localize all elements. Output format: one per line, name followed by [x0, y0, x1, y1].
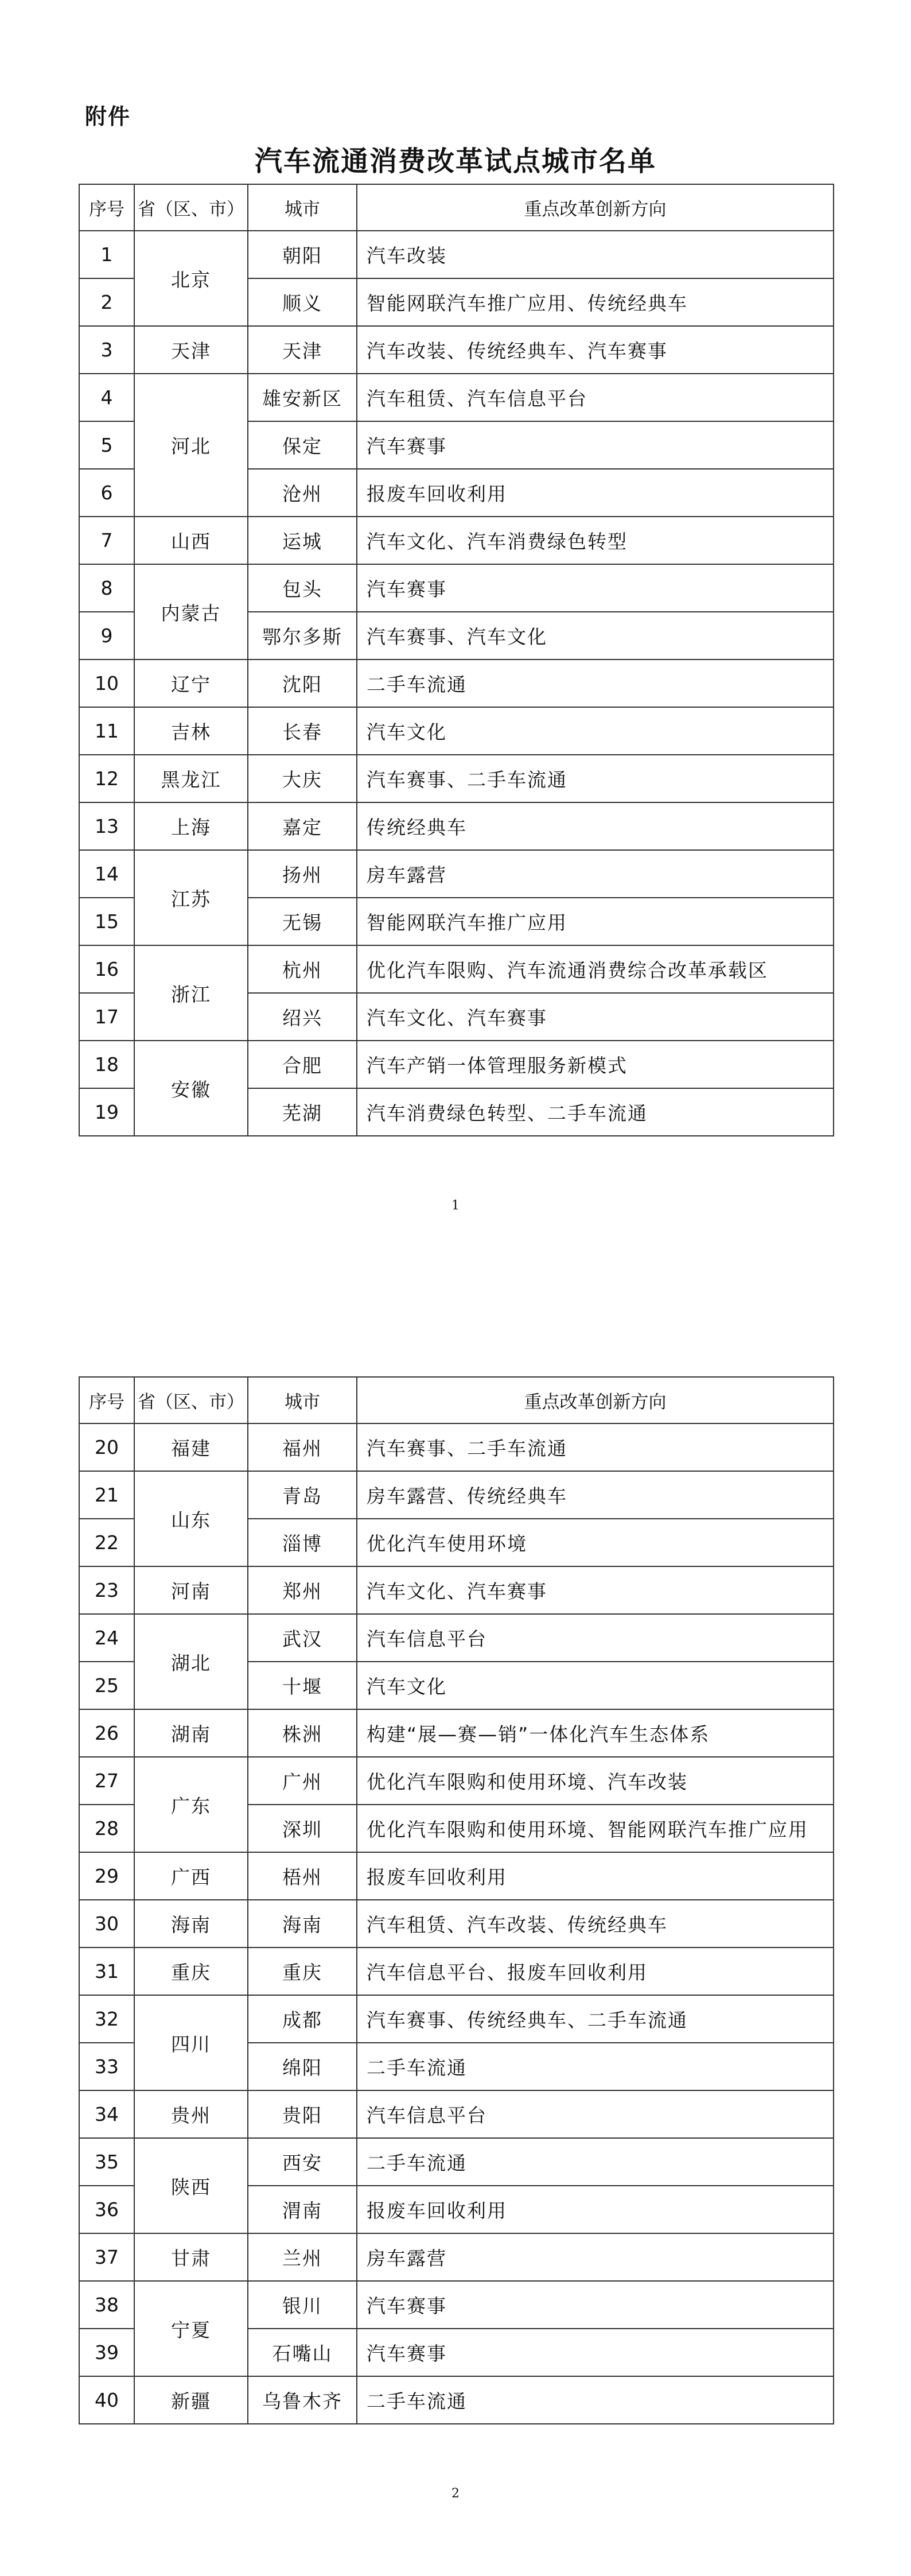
table-row [79, 1757, 834, 1805]
city-cell: 杭州 [248, 945, 357, 993]
table-row [79, 802, 834, 850]
row-number: 28 [79, 1805, 134, 1852]
direction-cell: 汽车改装、传统经典车、汽车赛事 [357, 326, 834, 374]
city-cell: 西安 [248, 2138, 357, 2186]
row-number: 8 [79, 564, 134, 612]
row-number: 22 [79, 1519, 134, 1566]
row-number: 2 [79, 278, 134, 326]
header-direction: 重点改革创新方向 [357, 184, 834, 231]
row-number: 3 [79, 326, 134, 374]
province-cell: 安徽 [134, 1041, 248, 1136]
city-cell: 石嘴山 [248, 2329, 357, 2376]
city-cell: 海南 [248, 1900, 357, 1947]
province-cell: 吉林 [134, 707, 248, 755]
table-row [79, 1900, 834, 1947]
direction-cell: 汽车信息平台、报废车回收利用 [357, 1947, 834, 1995]
city-cell: 青岛 [248, 1471, 357, 1519]
table-header-row [79, 1377, 834, 1423]
row-number: 14 [79, 850, 134, 898]
direction-cell: 汽车赛事、二手车流通 [357, 755, 834, 802]
row-number: 33 [79, 2043, 134, 2090]
page-number: 2 [451, 2486, 460, 2501]
city-cell: 合肥 [248, 1041, 357, 1088]
province-cell: 陕西 [134, 2138, 248, 2233]
city-cell: 扬州 [248, 850, 357, 898]
row-number: 12 [79, 755, 134, 802]
table-header-row [79, 184, 834, 231]
row-number: 31 [79, 1947, 134, 1995]
direction-cell: 汽车改装 [357, 231, 834, 278]
table-row [79, 1614, 834, 1662]
row-number: 29 [79, 1852, 134, 1900]
direction-cell: 传统经典车 [357, 802, 834, 850]
city-cell: 顺义 [248, 278, 357, 326]
province-cell: 海南 [134, 1900, 248, 1947]
row-number: 4 [79, 374, 134, 421]
row-number: 10 [79, 659, 134, 707]
direction-cell: 汽车赛事 [357, 421, 834, 469]
province-cell: 湖南 [134, 1709, 248, 1757]
city-cell: 郑州 [248, 1566, 357, 1614]
direction-cell: 汽车文化、汽车赛事 [357, 1566, 834, 1614]
direction-cell: 汽车租赁、汽车信息平台 [357, 374, 834, 421]
direction-cell: 房车露营 [357, 850, 834, 898]
province-cell: 广西 [134, 1852, 248, 1900]
row-number: 5 [79, 421, 134, 469]
table-body-1 [79, 231, 834, 1136]
direction-cell: 汽车信息平台 [357, 2090, 834, 2138]
row-number: 11 [79, 707, 134, 755]
table-row [79, 850, 834, 898]
city-cell: 株洲 [248, 1709, 357, 1757]
row-number: 17 [79, 993, 134, 1041]
table-row [79, 1566, 834, 1614]
province-cell: 贵州 [134, 2090, 248, 2138]
header-province: 省（区、市） [134, 184, 248, 231]
table-row [79, 564, 834, 612]
province-cell: 山东 [134, 1471, 248, 1566]
row-number: 6 [79, 469, 134, 517]
row-number: 27 [79, 1757, 134, 1805]
table-row [79, 1709, 834, 1757]
table-row [79, 945, 834, 993]
city-cell: 保定 [248, 421, 357, 469]
direction-cell: 报废车回收利用 [357, 1852, 834, 1900]
direction-cell: 汽车赛事 [357, 564, 834, 612]
table-row [79, 231, 834, 278]
row-number: 19 [79, 1088, 134, 1136]
direction-cell: 汽车赛事、传统经典车、二手车流通 [357, 1995, 834, 2043]
row-number: 15 [79, 898, 134, 945]
direction-cell: 优化汽车限购、汽车流通消费综合改革承载区 [357, 945, 834, 993]
row-number: 26 [79, 1709, 134, 1757]
direction-cell: 二手车流通 [357, 2138, 834, 2186]
header-province: 省（区、市） [134, 1377, 248, 1423]
row-number: 25 [79, 1662, 134, 1709]
city-cell: 无锡 [248, 898, 357, 945]
city-cell: 运城 [248, 517, 357, 564]
table-body-2 [79, 1423, 834, 2424]
table-row [79, 2138, 834, 2186]
table-row [79, 755, 834, 802]
province-cell: 内蒙古 [134, 564, 248, 659]
table-row [79, 2233, 834, 2281]
table-row [79, 1947, 834, 1995]
table-row [79, 1041, 834, 1088]
province-cell: 湖北 [134, 1614, 248, 1709]
header-city: 城市 [248, 184, 357, 231]
attachment-label: 附件 [85, 104, 131, 129]
city-cell: 包头 [248, 564, 357, 612]
table-row [79, 2090, 834, 2138]
direction-cell: 汽车租赁、汽车改装、传统经典车 [357, 1900, 834, 1947]
city-cell: 鄂尔多斯 [248, 612, 357, 659]
city-cell: 贵阳 [248, 2090, 357, 2138]
row-number: 32 [79, 1995, 134, 2043]
city-cell: 深圳 [248, 1805, 357, 1852]
direction-cell: 汽车文化 [357, 1662, 834, 1709]
city-cell: 渭南 [248, 2186, 357, 2233]
province-cell: 广东 [134, 1757, 248, 1852]
city-cell: 乌鲁木齐 [248, 2376, 357, 2424]
row-number: 18 [79, 1041, 134, 1088]
header-num: 序号 [79, 184, 134, 231]
row-number: 9 [79, 612, 134, 659]
city-cell: 成都 [248, 1995, 357, 2043]
direction-cell: 汽车文化 [357, 707, 834, 755]
table-row [79, 707, 834, 755]
row-number: 38 [79, 2281, 134, 2329]
table-row [79, 374, 834, 421]
city-cell: 嘉定 [248, 802, 357, 850]
header-direction: 重点改革创新方向 [357, 1377, 834, 1423]
pilot-city-table-part-2 [79, 1376, 834, 2424]
city-cell: 天津 [248, 326, 357, 374]
city-cell: 福州 [248, 1423, 357, 1471]
document-page-2 [0, 1288, 911, 2576]
header-city: 城市 [248, 1377, 357, 1423]
city-cell: 淄博 [248, 1519, 357, 1566]
row-number: 37 [79, 2233, 134, 2281]
province-cell: 上海 [134, 802, 248, 850]
direction-cell: 汽车文化、汽车消费绿色转型 [357, 517, 834, 564]
direction-cell: 汽车产销一体管理服务新模式 [357, 1041, 834, 1088]
row-number: 13 [79, 802, 134, 850]
row-number: 21 [79, 1471, 134, 1519]
province-cell: 浙江 [134, 945, 248, 1041]
row-number: 7 [79, 517, 134, 564]
header-num: 序号 [79, 1377, 134, 1423]
direction-cell: 智能网联汽车推广应用、传统经典车 [357, 278, 834, 326]
province-cell: 四川 [134, 1995, 248, 2090]
row-number: 20 [79, 1423, 134, 1471]
document-title: 汽车流通消费改革试点城市名单 [254, 145, 656, 177]
table-row [79, 659, 834, 707]
city-cell: 沧州 [248, 469, 357, 517]
table-row [79, 2376, 834, 2424]
city-cell: 沈阳 [248, 659, 357, 707]
direction-cell: 智能网联汽车推广应用 [357, 898, 834, 945]
city-cell: 梧州 [248, 1852, 357, 1900]
province-cell: 河南 [134, 1566, 248, 1614]
table-row [79, 1852, 834, 1900]
table-row [79, 326, 834, 374]
table-row [79, 2281, 834, 2329]
direction-cell: 二手车流通 [357, 659, 834, 707]
city-cell: 长春 [248, 707, 357, 755]
direction-cell: 优化汽车使用环境 [357, 1519, 834, 1566]
row-number: 16 [79, 945, 134, 993]
province-cell: 福建 [134, 1423, 248, 1471]
row-number: 35 [79, 2138, 134, 2186]
city-cell: 广州 [248, 1757, 357, 1805]
province-cell: 新疆 [134, 2376, 248, 2424]
pilot-city-table-part-1 [79, 184, 834, 1136]
table-row [79, 1471, 834, 1519]
city-cell: 雄安新区 [248, 374, 357, 421]
row-number: 40 [79, 2376, 134, 2424]
city-cell: 芜湖 [248, 1088, 357, 1136]
direction-cell: 构建“展—赛—销”一体化汽车生态体系 [357, 1709, 834, 1757]
city-cell: 绵阳 [248, 2043, 357, 2090]
direction-cell: 汽车赛事 [357, 2281, 834, 2329]
province-cell: 江苏 [134, 850, 248, 945]
province-cell: 天津 [134, 326, 248, 374]
province-cell: 甘肃 [134, 2233, 248, 2281]
table-row [79, 1995, 834, 2043]
city-cell: 兰州 [248, 2233, 357, 2281]
row-number: 39 [79, 2329, 134, 2376]
row-number: 30 [79, 1900, 134, 1947]
city-cell: 十堰 [248, 1662, 357, 1709]
direction-cell: 房车露营、传统经典车 [357, 1471, 834, 1519]
direction-cell: 汽车赛事、二手车流通 [357, 1423, 834, 1471]
direction-cell: 汽车消费绿色转型、二手车流通 [357, 1088, 834, 1136]
province-cell: 河北 [134, 374, 248, 517]
direction-cell: 报废车回收利用 [357, 469, 834, 517]
row-number: 36 [79, 2186, 134, 2233]
page-number: 1 [451, 1198, 460, 1213]
city-cell: 银川 [248, 2281, 357, 2329]
row-number: 23 [79, 1566, 134, 1614]
direction-cell: 汽车赛事 [357, 2329, 834, 2376]
direction-cell: 汽车文化、汽车赛事 [357, 993, 834, 1041]
province-cell: 重庆 [134, 1947, 248, 1995]
province-cell: 宁夏 [134, 2281, 248, 2376]
province-cell: 辽宁 [134, 659, 248, 707]
province-cell: 北京 [134, 231, 248, 326]
city-cell: 重庆 [248, 1947, 357, 1995]
direction-cell: 汽车信息平台 [357, 1614, 834, 1662]
direction-cell: 二手车流通 [357, 2043, 834, 2090]
direction-cell: 汽车赛事、汽车文化 [357, 612, 834, 659]
table-row [79, 517, 834, 564]
province-cell: 山西 [134, 517, 248, 564]
city-cell: 朝阳 [248, 231, 357, 278]
city-cell: 武汉 [248, 1614, 357, 1662]
direction-cell: 优化汽车限购和使用环境、智能网联汽车推广应用 [357, 1805, 834, 1852]
row-number: 24 [79, 1614, 134, 1662]
province-cell: 黑龙江 [134, 755, 248, 802]
direction-cell: 优化汽车限购和使用环境、汽车改装 [357, 1757, 834, 1805]
row-number: 34 [79, 2090, 134, 2138]
city-cell: 绍兴 [248, 993, 357, 1041]
direction-cell: 二手车流通 [357, 2376, 834, 2424]
table-row [79, 1423, 834, 1471]
direction-cell: 报废车回收利用 [357, 2186, 834, 2233]
city-cell: 大庆 [248, 755, 357, 802]
direction-cell: 房车露营 [357, 2233, 834, 2281]
row-number: 1 [79, 231, 134, 278]
